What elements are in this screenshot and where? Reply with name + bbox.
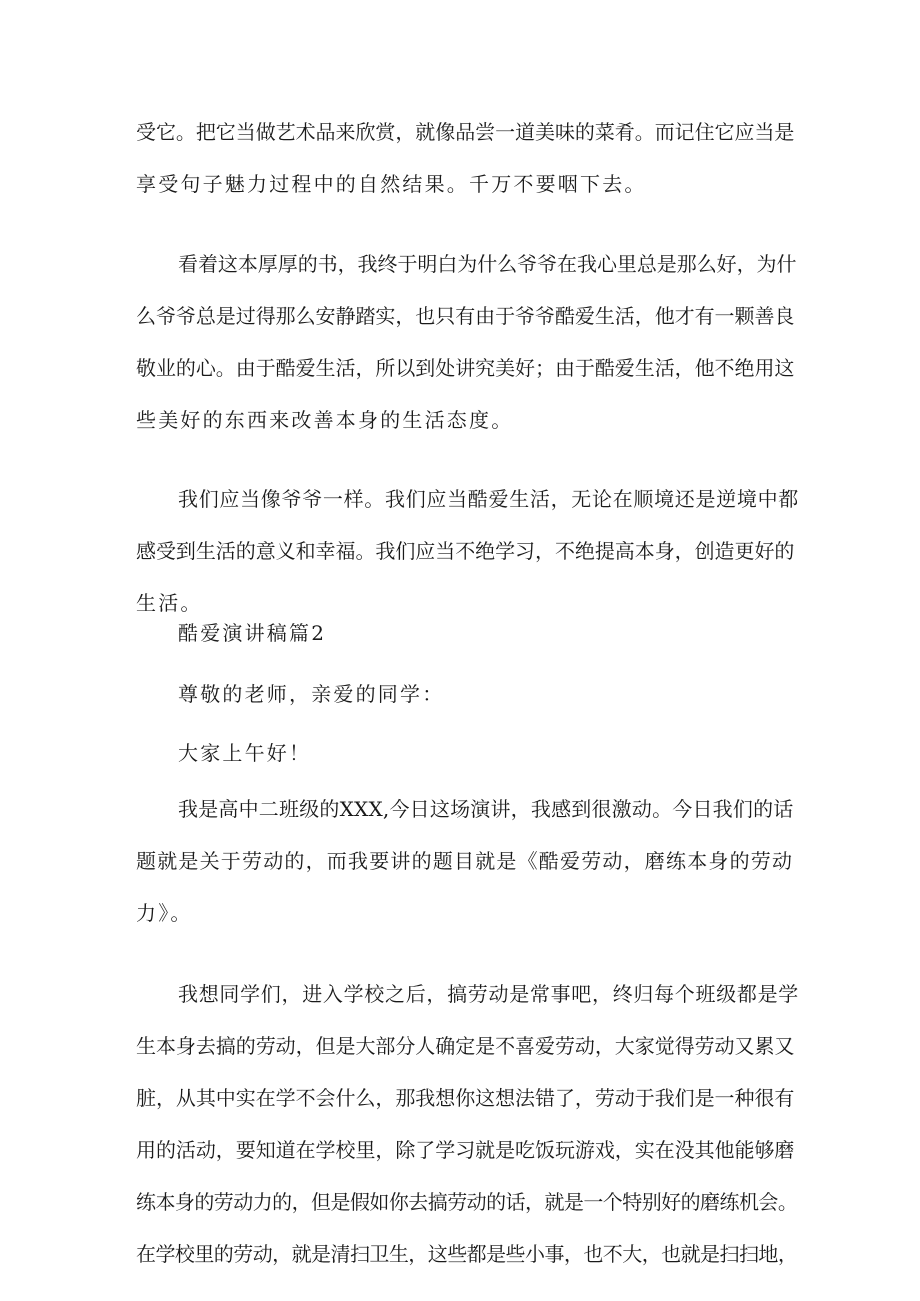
section-heading: 酷爱演讲稿篇2 (178, 621, 327, 645)
paragraph-line: 么爷爷总是过得那么安静踏实，也只有由于爷爷酷爱生活，他才有一颗善良 (136, 304, 795, 328)
greeting: 大家上午好！ (178, 741, 312, 765)
paragraph-line: 享受句子魅力过程中的自然结果。千万不要咽下去。 (136, 172, 647, 196)
paragraph-line: 些美好的东西来改善本身的生活态度。 (136, 408, 514, 432)
paragraph-line: 看着这本厚厚的书，我终于明白为什么爷爷在我心里总是那么好，为什 (178, 252, 797, 276)
paragraph-line: 生活。 (136, 591, 203, 615)
paragraph-line: 我想同学们，进入学校之后，搞劳动是常事吧，终归每个班级都是学 (178, 982, 799, 1006)
paragraph-line: 脏，从其中实在学不会什么，那我想你这想法错了，劳动于我们是一种很有 (136, 1086, 795, 1110)
paragraph-line: 我们应当像爷爷一样。我们应当酷爱生活，无论在顺境还是逆境中都 (178, 487, 799, 511)
paragraph-line: 用的活动，要知道在学校里，除了学习就是吃饭玩游戏，实在没其他能够磨 (136, 1138, 795, 1162)
paragraph-line: 敬业的心。由于酷爱生活，所以到处讲究美好；由于酷爱生活，他不绝用这 (136, 356, 795, 380)
salutation: 尊敬的老师，亲爱的同学： (178, 682, 445, 706)
paragraph-line: 受它。把它当做艺术品来欣赏，就像品尝一道美味的菜肴。而记住它应当是 (136, 120, 795, 144)
paragraph-line: 题就是关于劳动的，而我要讲的题目就是《酷爱劳动，磨练本身的劳动 (136, 849, 794, 873)
paragraph-line: 我是高中二班级的XXX,今日这场演讲，我感到很激动。今日我们的话 (178, 797, 794, 821)
paragraph-line: 在学校里的劳动，就是清扫卫生，这些都是些小事，也不大，也就是扫扫地， (136, 1242, 798, 1266)
paragraph-line: 生本身去搞的劳动，但是大部分人确定是不喜爱劳动，大家觉得劳动又累又 (136, 1034, 795, 1058)
paragraph-line: 感受到生活的意义和幸福。我们应当不绝学习，不绝提高本身，创造更好的 (136, 539, 795, 563)
paragraph-line: 练本身的劳动力的，但是假如你去搞劳动的话，就是一个特别好的磨练机会。 (136, 1190, 798, 1214)
paragraph-line: 力》。 (136, 901, 193, 925)
